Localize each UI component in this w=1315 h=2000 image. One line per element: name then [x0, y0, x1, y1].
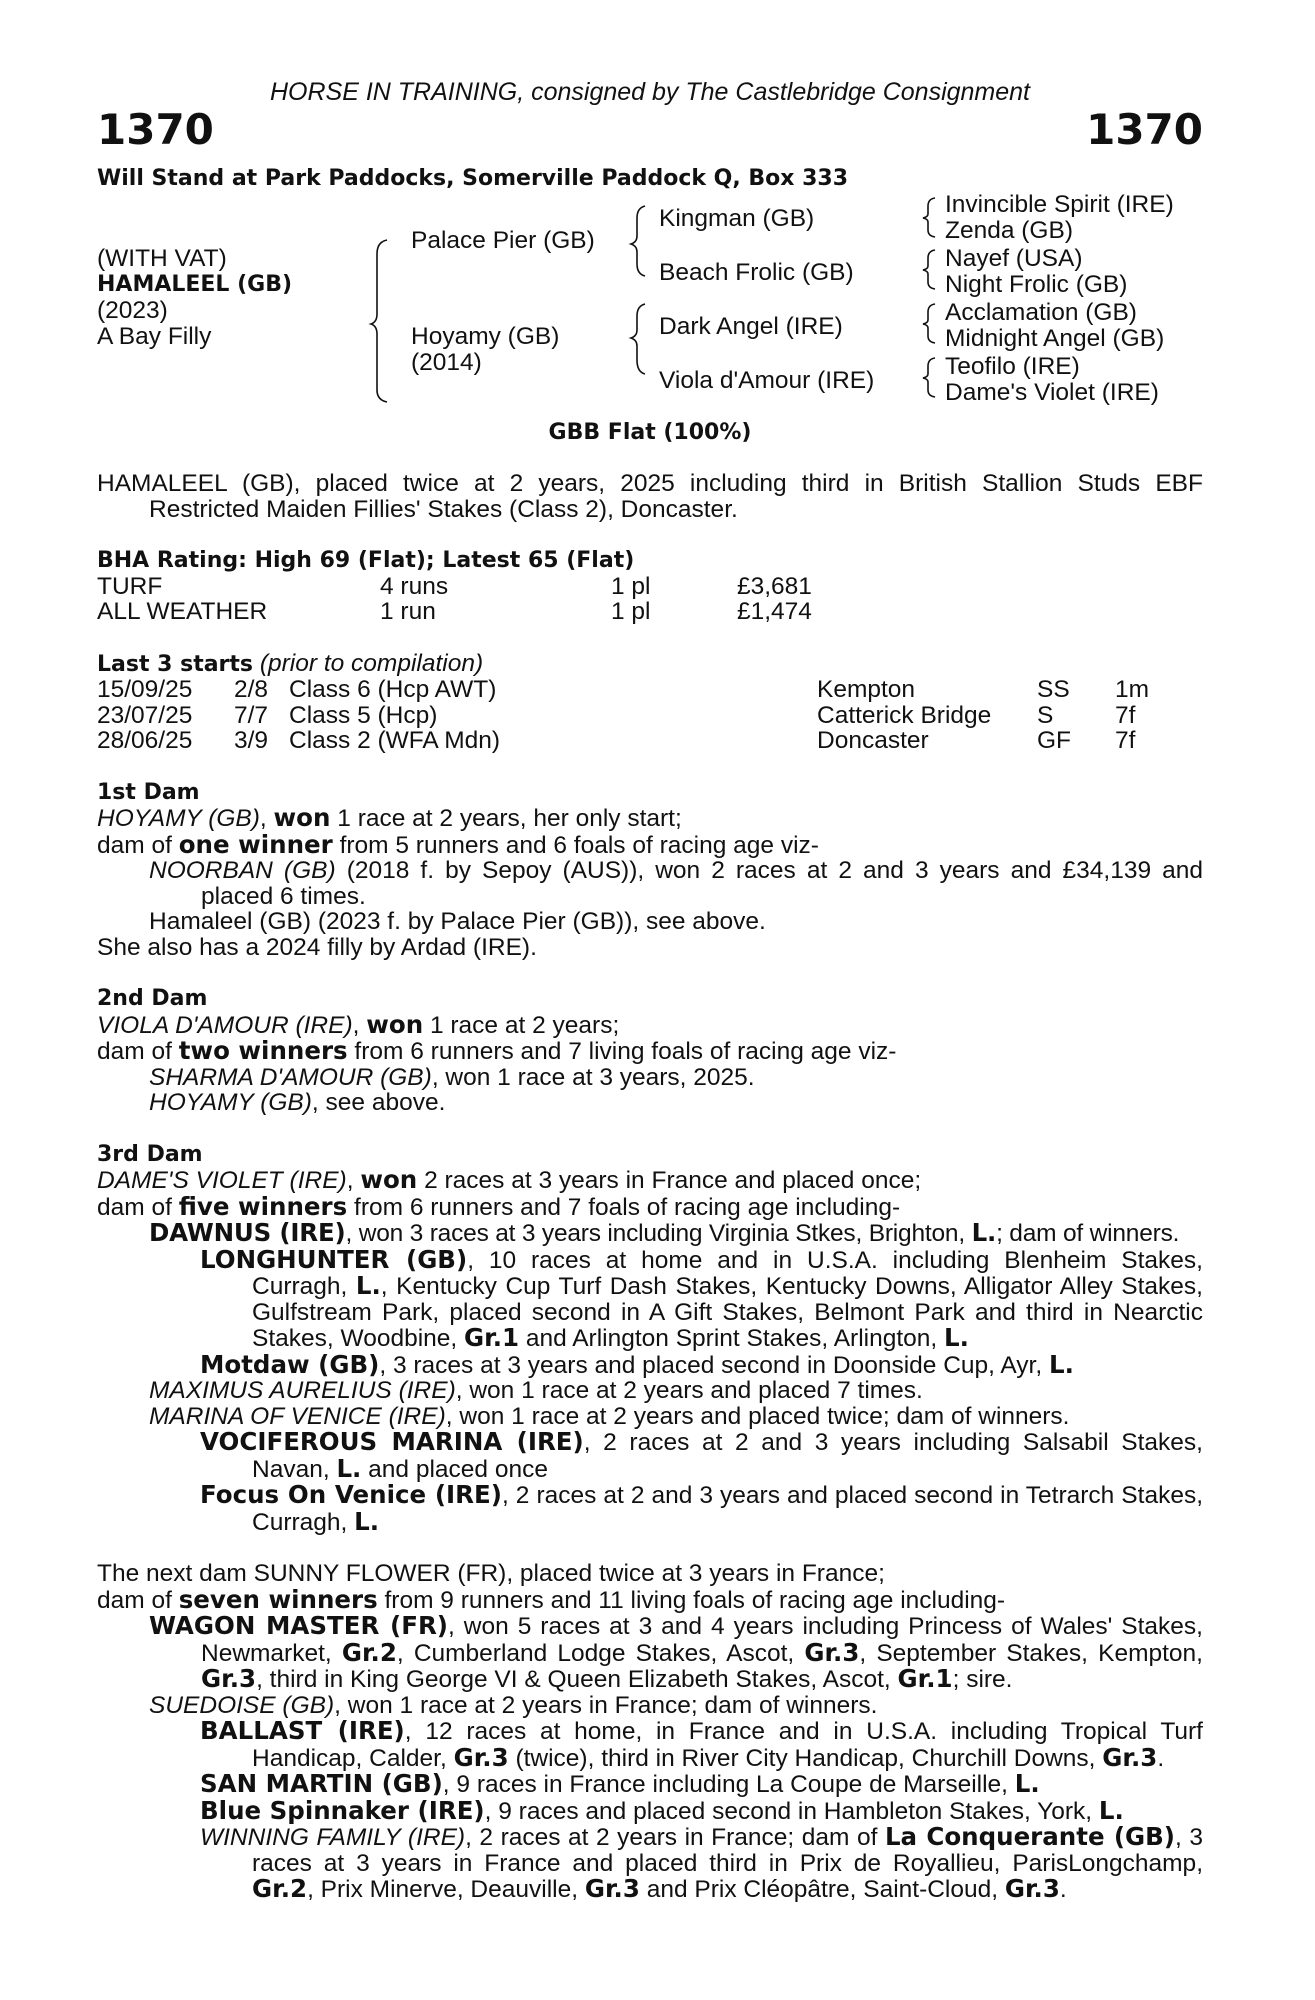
pedigree-chart — [97, 192, 1203, 416]
third-dam-produce — [97, 1191, 1203, 1221]
offspring-record: , Kentucky Cup Turf Dash Stakes, Kentucky Downs, Alligator Alley Stakes, Gulfstream Park, placed second in A Gift Stakes, Belmont Park and third in Nearctic Stakes, Woodbine, — [252, 1273, 1203, 1352]
produce-prefix: dam of — [97, 1193, 179, 1221]
offspring-record: ; sire. — [952, 1666, 1013, 1693]
offspring-record: , 10 races at home and in U.S.A. including Blenheim Stakes, Curragh, — [252, 1246, 1203, 1300]
lot-number-left: 1370 — [97, 105, 214, 154]
grand-offspring-name: La Conquerante (GB) — [884, 1822, 1176, 1851]
bha-row-turf — [97, 574, 1203, 600]
offspring-record: and Prix Cléopâtre, Saint-Cloud, — [639, 1876, 1005, 1903]
dam-year: (2014) — [411, 348, 482, 376]
dam-record: 2 races at 3 years in France and placed once; — [417, 1167, 922, 1194]
offspring-name: LONGHUNTER (GB) — [200, 1244, 468, 1274]
first-dam-note: She also has a 2024 filly by Ardad (IRE). — [97, 933, 537, 961]
start-distance: 7f — [1115, 727, 1136, 754]
dam-name: VIOLA D'AMOUR (IRE) — [97, 1011, 353, 1039]
lot-number-right: 1370 — [1086, 105, 1203, 154]
offspring-record: (2018 f. by Sepoy (AUS)), won 2 races at 2 and 3 years and £34,139 and placed 6 times. — [201, 857, 1203, 910]
offspring-name: MARINA OF VENICE (IRE) — [149, 1402, 446, 1430]
lot-number-row — [97, 105, 1203, 162]
start-class: Class 2 (WFA Mdn) — [289, 727, 501, 754]
start-date: 15/09/25 — [97, 676, 193, 703]
offspring-maximus — [97, 1378, 1203, 1404]
summary: HAMALEEL (GB), placed twice at 2 years, 2025 including third in British Stallion Studs EBF Restricted Maiden Fillies' Stakes (Class 2), Doncaster. — [97, 470, 1203, 523]
offspring-record: . — [1059, 1876, 1067, 1903]
bha-row-aw — [97, 599, 1203, 625]
listed-label: L. — [336, 1453, 362, 1483]
g3-1: Invincible Spirit (IRE) — [945, 190, 1174, 218]
offspring-record-end: ; dam of winners. — [996, 1220, 1180, 1247]
produce-winners: seven winners — [178, 1584, 378, 1614]
bha-runs: 1 run — [380, 598, 436, 625]
listed-label: L. — [354, 1506, 380, 1536]
bha-runs: 4 runs — [380, 572, 449, 600]
offspring-motdaw — [97, 1349, 1203, 1379]
horse-year: (2023) — [97, 296, 168, 324]
offspring-marina — [97, 1404, 1203, 1430]
bha-placed: 1 pl — [611, 598, 651, 625]
start-position: 3/9 — [234, 727, 269, 754]
offspring-name: Blue Spinnaker (IRE) — [200, 1795, 485, 1825]
dam-name: HOYAMY (GB) — [97, 805, 260, 832]
offspring-noorban — [97, 858, 1203, 909]
start-date: 28/06/25 — [97, 727, 193, 754]
group-label: Gr.2 — [252, 1874, 308, 1903]
group-label: Gr.3 — [453, 1742, 509, 1772]
bracket-main — [371, 240, 387, 402]
bha-surface: TURF — [97, 572, 163, 600]
next-dam-section — [97, 1561, 1203, 1903]
group-label: Gr.3 — [804, 1637, 860, 1667]
group-label: Gr.1 — [897, 1664, 953, 1693]
offspring-record: , Cumberland Lodge Stakes, Ascot, — [396, 1639, 805, 1667]
listed-label: L. — [355, 1271, 381, 1300]
offspring-hoyamy — [97, 1090, 1203, 1116]
start-position: 7/7 — [234, 701, 269, 729]
dam-record: 1 race at 2 years; — [423, 1011, 620, 1039]
offspring-hamaleel: Hamaleel (GB) (2023 f. by Palace Pier (GB)), see above. — [149, 908, 766, 935]
start-course: Kempton — [817, 676, 916, 703]
bracket-dam — [631, 304, 645, 374]
first-dam-section — [97, 780, 1203, 961]
offspring-name: SHARMA D'AMOUR (GB) — [149, 1063, 432, 1091]
produce-rest: from 9 runners and 11 living foals of racing age including- — [377, 1586, 1006, 1614]
start-row — [97, 703, 1203, 729]
listed-label: L. — [1098, 1795, 1124, 1825]
start-course: Doncaster — [817, 727, 929, 754]
offspring-focus — [97, 1482, 1203, 1535]
third-dam-title: 3rd Dam — [97, 1141, 203, 1167]
offspring-suedoise — [97, 1693, 1203, 1719]
offspring-record: , won 1 race at 2 years and placed twice; dam of winners. — [445, 1402, 1070, 1430]
bracket-g3-4 — [923, 358, 935, 397]
offspring-name: BALLAST (IRE) — [200, 1716, 405, 1745]
bracket-g3-3 — [923, 304, 935, 343]
produce-prefix: dam of — [97, 1586, 179, 1614]
last-three-heading — [97, 651, 1203, 678]
catalogue-page — [97, 80, 1203, 1903]
offspring-record: (twice), third in River City Handicap, Churchill Downs, — [508, 1744, 1103, 1772]
g3-8: Dame's Violet (IRE) — [945, 378, 1159, 406]
g3-6: Midnight Angel (GB) — [945, 324, 1165, 352]
offspring-record: , 2 races at 2 and 3 years and placed second in Tetrarch Stakes, Curragh, — [252, 1482, 1204, 1536]
second-dam-produce — [97, 1038, 1203, 1065]
g3-5: Acclamation (GB) — [945, 298, 1137, 326]
dam-sire: Dark Angel (IRE) — [659, 312, 843, 340]
offspring-record: and placed once — [361, 1455, 548, 1483]
offspring-winning-family — [97, 1824, 1203, 1903]
offspring-sharma — [97, 1065, 1203, 1091]
offspring-name: WINNING FAMILY (IRE) — [200, 1824, 466, 1851]
offspring-record: , won 1 race at 3 years, 2025. — [431, 1063, 755, 1091]
offspring-record: , 9 races and placed second in Hambleton Stakes, York, — [484, 1797, 1099, 1825]
offspring-record: , won 1 race at 2 years and placed 7 times. — [455, 1377, 923, 1404]
bracket-g3-2 — [923, 250, 935, 289]
bha-surface: ALL WEATHER — [97, 598, 268, 625]
won-label: won — [366, 1009, 424, 1039]
second-dam-title: 2nd Dam — [97, 986, 208, 1011]
bracket-sire — [631, 206, 645, 276]
start-date: 23/07/25 — [97, 701, 193, 729]
start-class: Class 5 (Hcp) — [289, 701, 438, 729]
group-label: Gr.3 — [584, 1874, 640, 1903]
offspring-san-martin — [97, 1771, 1203, 1798]
start-course: Catterick Bridge — [817, 701, 992, 729]
start-going: SS — [1037, 676, 1070, 703]
produce-winners: five winners — [178, 1191, 348, 1221]
last-three-note: (prior to compilation) — [259, 649, 484, 677]
dam-dam: Viola d'Amour (IRE) — [659, 366, 875, 394]
offspring-name: Focus On Venice (IRE) — [200, 1480, 502, 1509]
start-position: 2/8 — [234, 676, 269, 703]
stand-location: Will Stand at Park Paddocks, Somerville Paddock Q, Box 333 — [97, 166, 849, 191]
g3-3: Nayef (USA) — [945, 244, 1083, 272]
offspring-record: , September Stakes, Kempton, — [859, 1639, 1203, 1667]
start-going: S — [1037, 701, 1054, 729]
listed-label: L. — [1014, 1769, 1040, 1798]
bracket-g3-1 — [923, 198, 935, 237]
start-class: Class 6 (Hcp AWT) — [289, 676, 497, 703]
dam-name: DAME'S VIOLET (IRE) — [97, 1167, 347, 1194]
bha-placed: 1 pl — [611, 572, 651, 600]
third-dam-line: DAME'S VIOLET (IRE), won 2 races at 3 years in France and placed once; — [97, 1165, 922, 1194]
vat-note: (WITH VAT) — [97, 244, 227, 272]
offspring-name: WAGON MASTER (FR) — [149, 1611, 449, 1640]
next-dam-line: The next dam SUNNY FLOWER (FR), placed twice at 3 years in France; — [97, 1560, 885, 1587]
dam-name: Hoyamy (GB) — [411, 322, 560, 350]
bha-prize: £1,474 — [737, 598, 812, 625]
listed-label: L. — [944, 1323, 969, 1352]
start-distance: 1m — [1115, 676, 1150, 703]
offspring-record: , see above. — [311, 1089, 446, 1116]
group-label: Gr.3 — [1004, 1874, 1060, 1903]
start-row — [97, 677, 1203, 703]
offspring-blue-spinnaker — [97, 1795, 1203, 1825]
produce-winners: two winners — [178, 1036, 348, 1065]
first-dam-produce — [97, 829, 1203, 859]
g3-7: Teofilo (IRE) — [945, 352, 1080, 380]
offspring-record: and Arlington Sprint Stakes, Arlington, — [519, 1325, 944, 1352]
produce-prefix: dam of — [97, 1038, 179, 1065]
bha-rating: BHA Rating: High 69 (Flat); Latest 65 (Flat) — [97, 548, 635, 573]
second-dam-line: VIOLA D'AMOUR (IRE), won 1 race at 2 years; — [97, 1009, 620, 1039]
won-label: won — [273, 803, 331, 832]
offspring-record: , won 1 race at 2 years in France; dam of winners. — [334, 1691, 878, 1719]
group-label: Gr.2 — [341, 1637, 397, 1667]
start-going: GF — [1037, 727, 1072, 754]
group-label: Gr.3 — [1102, 1742, 1158, 1772]
sire-dam: Beach Frolic (GB) — [659, 258, 854, 286]
offspring-name: HOYAMY (GB) — [149, 1089, 312, 1116]
listed-label: L. — [971, 1218, 997, 1247]
listed-label: L. — [1048, 1349, 1074, 1379]
group-label: Gr.3 — [201, 1664, 257, 1693]
produce-rest: from 5 runners and 6 foals of racing age viz- — [332, 831, 819, 859]
offspring-wagon-master — [97, 1613, 1203, 1693]
start-distance: 7f — [1115, 701, 1136, 729]
horse-description: A Bay Filly — [97, 322, 212, 350]
start-row — [97, 728, 1203, 754]
offspring-record: , won 3 races at 3 years including Virginia Stkes, Brighton, — [345, 1220, 972, 1247]
won-label: won — [360, 1165, 418, 1194]
bha-section — [97, 548, 1203, 625]
consignor-heading: HORSE IN TRAINING, consigned by The Castlebridge Consignment — [269, 78, 1031, 106]
produce-rest: from 6 runners and 7 foals of racing age including- — [347, 1193, 901, 1221]
gbb-flat: GBB Flat (100%) — [548, 419, 752, 445]
offspring-longhunter — [97, 1244, 1203, 1352]
offspring-name: Motdaw (GB) — [200, 1349, 380, 1379]
produce-rest: from 6 runners and 7 living foals of racing age viz- — [347, 1038, 897, 1065]
offspring-name: DAWNUS (IRE) — [149, 1218, 346, 1247]
g3-2: Zenda (GB) — [945, 216, 1073, 244]
second-dam-section — [97, 986, 1203, 1116]
bha-prize: £3,681 — [737, 572, 812, 600]
offspring-ballast — [97, 1718, 1203, 1771]
offspring-record: , 2 races at 2 years in France; dam of — [465, 1824, 885, 1851]
last-three-starts — [97, 651, 1203, 754]
offspring-dawnus — [97, 1220, 1203, 1247]
first-dam-line: HOYAMY (GB), won 1 race at 2 years, her only start; — [97, 803, 682, 832]
horse-name: HAMALEEL (GB) — [97, 271, 293, 297]
offspring-name: VOCIFEROUS MARINA (IRE) — [200, 1427, 584, 1456]
produce-prefix: dam of — [97, 831, 179, 859]
offspring-vociferous — [97, 1429, 1203, 1482]
produce-winners: one winner — [178, 829, 333, 859]
last-three-title: Last 3 starts — [97, 651, 254, 677]
offspring-record: , Prix Minerve, Deauville, — [307, 1876, 585, 1903]
offspring-record: , 3 races at 3 years in France and placed third in Prix de Royallieu, ParisLongchamp, — [252, 1824, 1203, 1877]
offspring-name: NOORBAN (GB) — [149, 857, 336, 884]
offspring-name: MAXIMUS AURELIUS (IRE) — [149, 1377, 456, 1404]
offspring-record: , 12 races at home, in France and in U.S.A. including Tropical Turf Handicap, Calder, — [252, 1718, 1203, 1772]
offspring-record: , 2 races at 2 and 3 years including Salsabil Stakes, Navan, — [252, 1429, 1203, 1483]
dam-record: 1 race at 2 years, her only start; — [330, 805, 682, 832]
offspring-record: , 9 races in France including La Coupe de Marseille, — [442, 1771, 1015, 1798]
offspring-record: , won 5 races at 3 and 4 years including Princess of Wales' Stakes, Newmarket, — [201, 1613, 1203, 1667]
sire-name: Palace Pier (GB) — [411, 226, 595, 254]
third-dam-section — [97, 1142, 1203, 1536]
offspring-record: , 3 races at 3 years and placed second in Doonside Cup, Ayr, — [379, 1351, 1049, 1379]
offspring-name: SAN MARTIN (GB) — [200, 1769, 443, 1798]
offspring-record: . — [1157, 1744, 1165, 1772]
g3-4: Night Frolic (GB) — [945, 270, 1128, 298]
offspring-record: , third in King George VI & Queen Elizabeth Stakes, Ascot, — [256, 1666, 898, 1693]
sire-sire: Kingman (GB) — [659, 204, 815, 232]
offspring-name: SUEDOISE (GB) — [149, 1691, 335, 1719]
first-dam-title: 1st Dam — [97, 779, 200, 805]
next-dam-produce — [97, 1584, 1203, 1614]
group-label: Gr.1 — [464, 1323, 520, 1352]
